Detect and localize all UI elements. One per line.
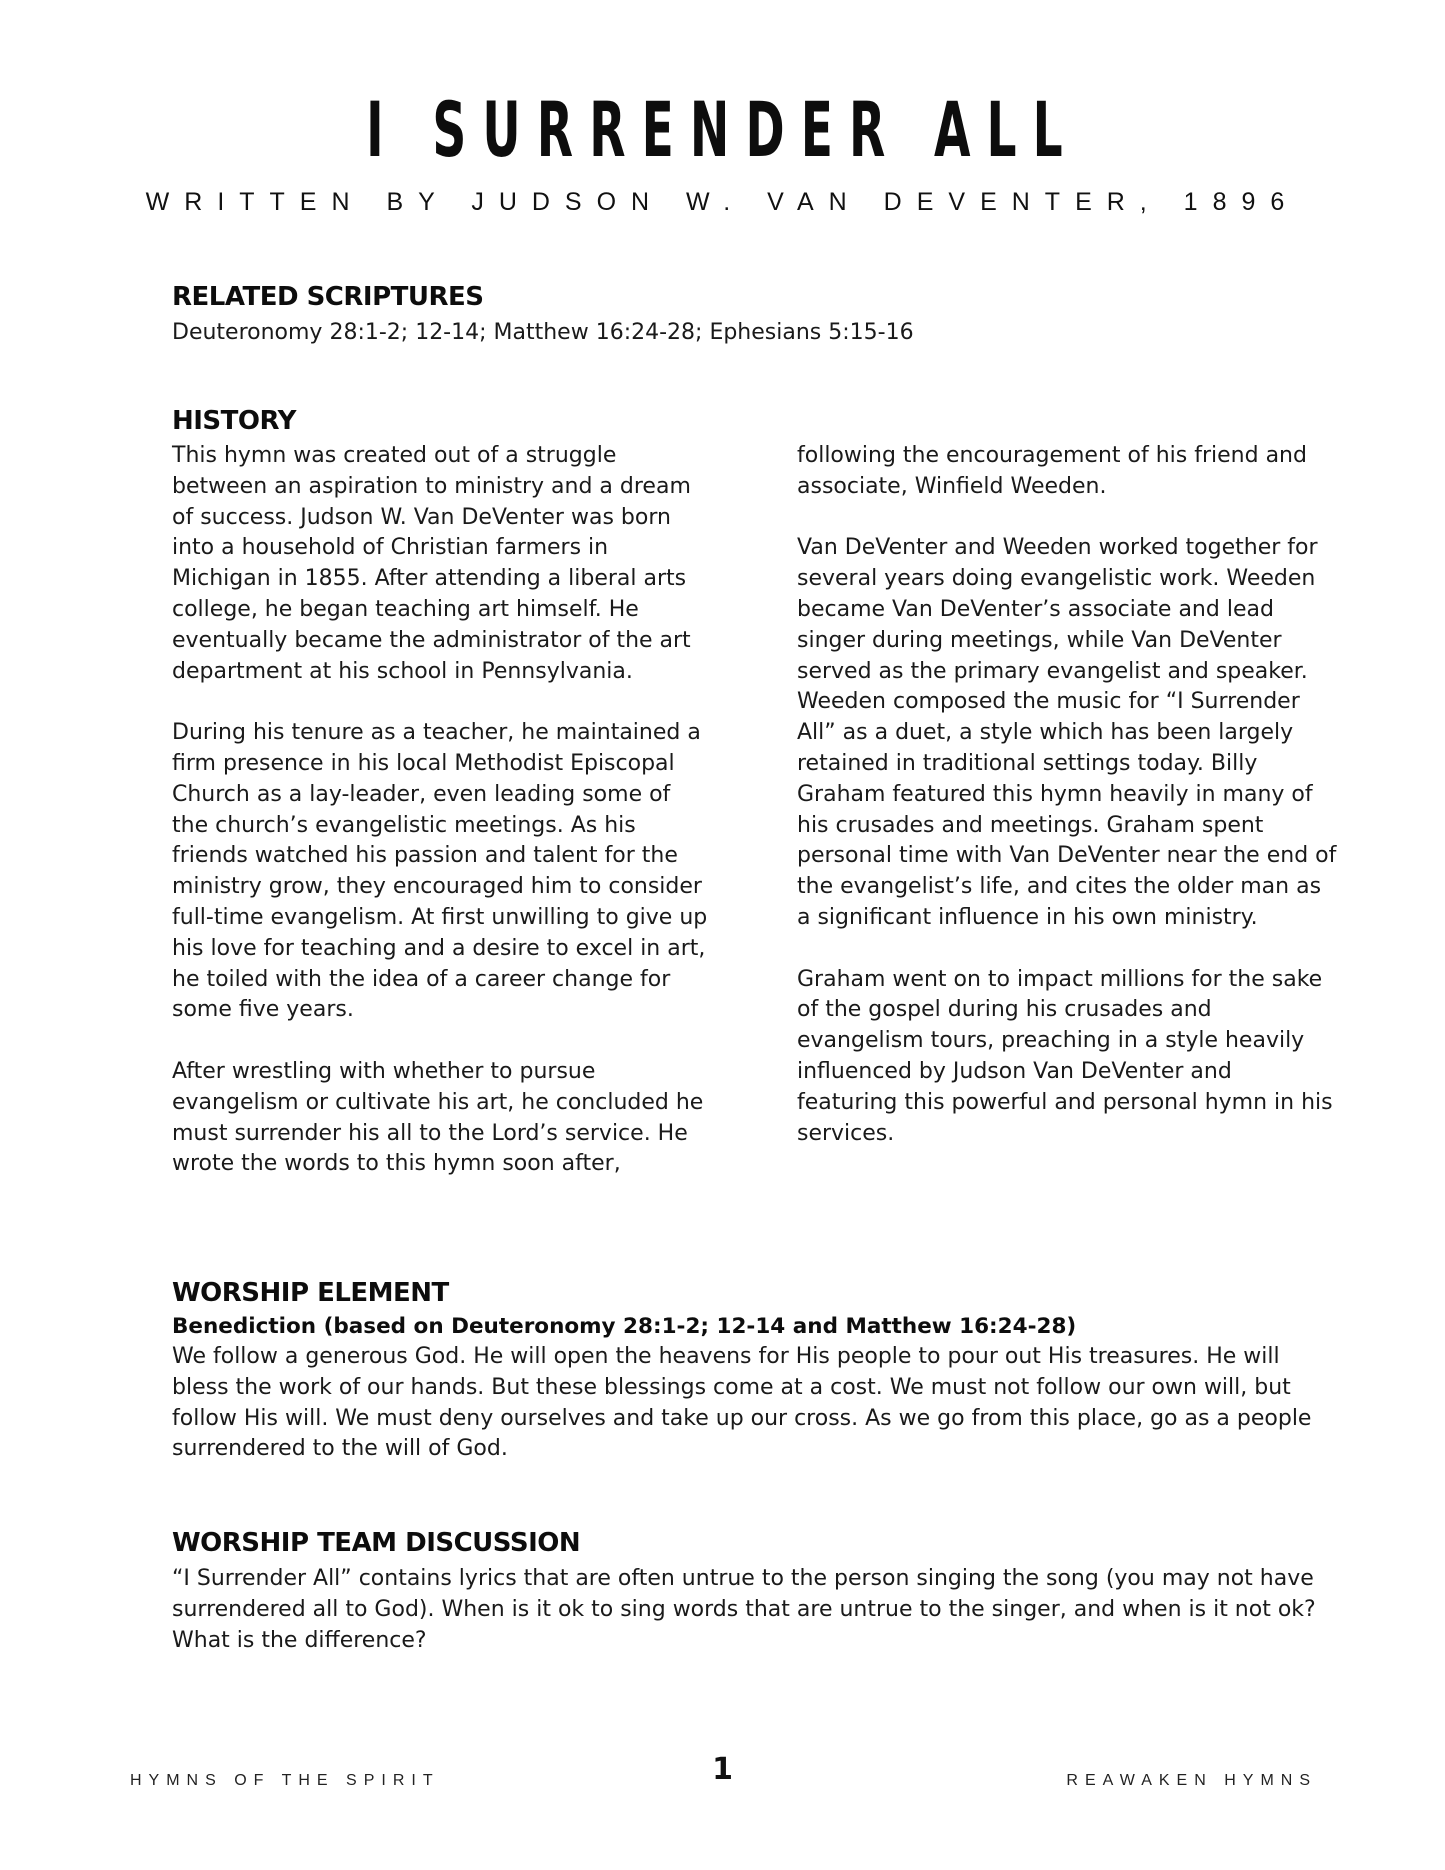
worship-element-heading: WORSHIP ELEMENT	[172, 1278, 449, 1308]
footer-publisher: REAWAKEN HYMNS	[1066, 1772, 1317, 1789]
page-title: I SURRENDER ALL	[366, 85, 1079, 174]
worship-element-body	[172, 1312, 1322, 1465]
benediction-subheading: Benediction (based on Deuteronomy 28:1-2; 12-14 and Matthew 16:24-28)	[172, 1314, 1077, 1339]
history-paragraph: Van DeVenter and Weeden worked together for several years doing evangelistic work. Weeden became Van DeVenter’s associate and lead singer during meetings, while Van DeVenter served as the primary evangelist and speaker. Weeden composed the music for “I Surrender All” as a duet, a style which has been largely retained in traditional settings today. Billy Graham featured this hymn heavily in many of his crusades and meetings. Graham spent personal time with Van DeVenter near the end of the evangelist’s life, and cites the older man as a significant influence in his own ministry.	[797, 535, 1337, 930]
history-right-column	[797, 441, 1337, 1149]
footer-series-title: HYMNS OF THE SPIRIT	[130, 1772, 440, 1789]
history-paragraph: This hymn was created out of a struggle between an aspiration to ministry and a dream of success. Judson W. Van DeVenter was born into a household of Christian farmers in Michigan in 1855. After attending a liberal arts college, he began teaching art himself. He eventually became the administrator of the art department at his school in Pennsylvania.	[172, 443, 691, 684]
page-subtitle: WRITTEN BY JUDSON W. VAN DEVENTER, 1896	[145, 188, 1300, 216]
page-number: 1	[712, 1752, 733, 1787]
history-paragraph: Graham went on to impact millions for the sake of the gospel during his crusades and evangelism tours, preaching in a style heavily influenced by Judson Van DeVenter and featuring this powerful and personal hymn in his services.	[797, 966, 1333, 1146]
history-left-column	[172, 441, 712, 1180]
benediction-text: We follow a generous God. He will open the heavens for His people to pour out His treasures. He will bless the work of our hands. But these blessings come at a cost. We must not follow our own will, but follow His will. We must deny ourselves and take up our cross. As we go from this place, go as a people surrendered to the will of God.	[172, 1344, 1312, 1462]
related-scriptures-text: Deuteronomy 28:1-2; 12-14; Matthew 16:24-28; Ephesians 5:15-16	[172, 320, 914, 345]
history-paragraph: following the encouragement of his friend and associate, Winfield Weeden.	[797, 443, 1307, 499]
worship-team-discussion-text: “I Surrender All” contains lyrics that are often untrue to the person singing the song (you may not have surrendered all to God). When is it ok to sing words that are untrue to the singer, and when is it not ok? What is the difference?	[172, 1566, 1316, 1653]
history-paragraph: After wrestling with whether to pursue evangelism or cultivate his art, he concluded he must surrender his all to the Lord’s service. He wrote the words to this hymn soon after,	[172, 1058, 704, 1177]
worship-team-discussion-heading: WORSHIP TEAM DISCUSSION	[172, 1528, 581, 1558]
history-heading: HISTORY	[172, 406, 296, 436]
related-scriptures-heading: RELATED SCRIPTURES	[172, 282, 484, 312]
history-paragraph: During his tenure as a teacher, he maintained a firm presence in his local Methodist Episcopal Church as a lay-leader, even leading some of the church’s evangelistic meetings. As his friends watched his passion and talent for the ministry grow, they encouraged him to consider full-time evangelism. At first unwilling to give up his love for teaching and a desire to excel in art, he toiled with the idea of a career change for some five years.	[172, 720, 708, 1023]
